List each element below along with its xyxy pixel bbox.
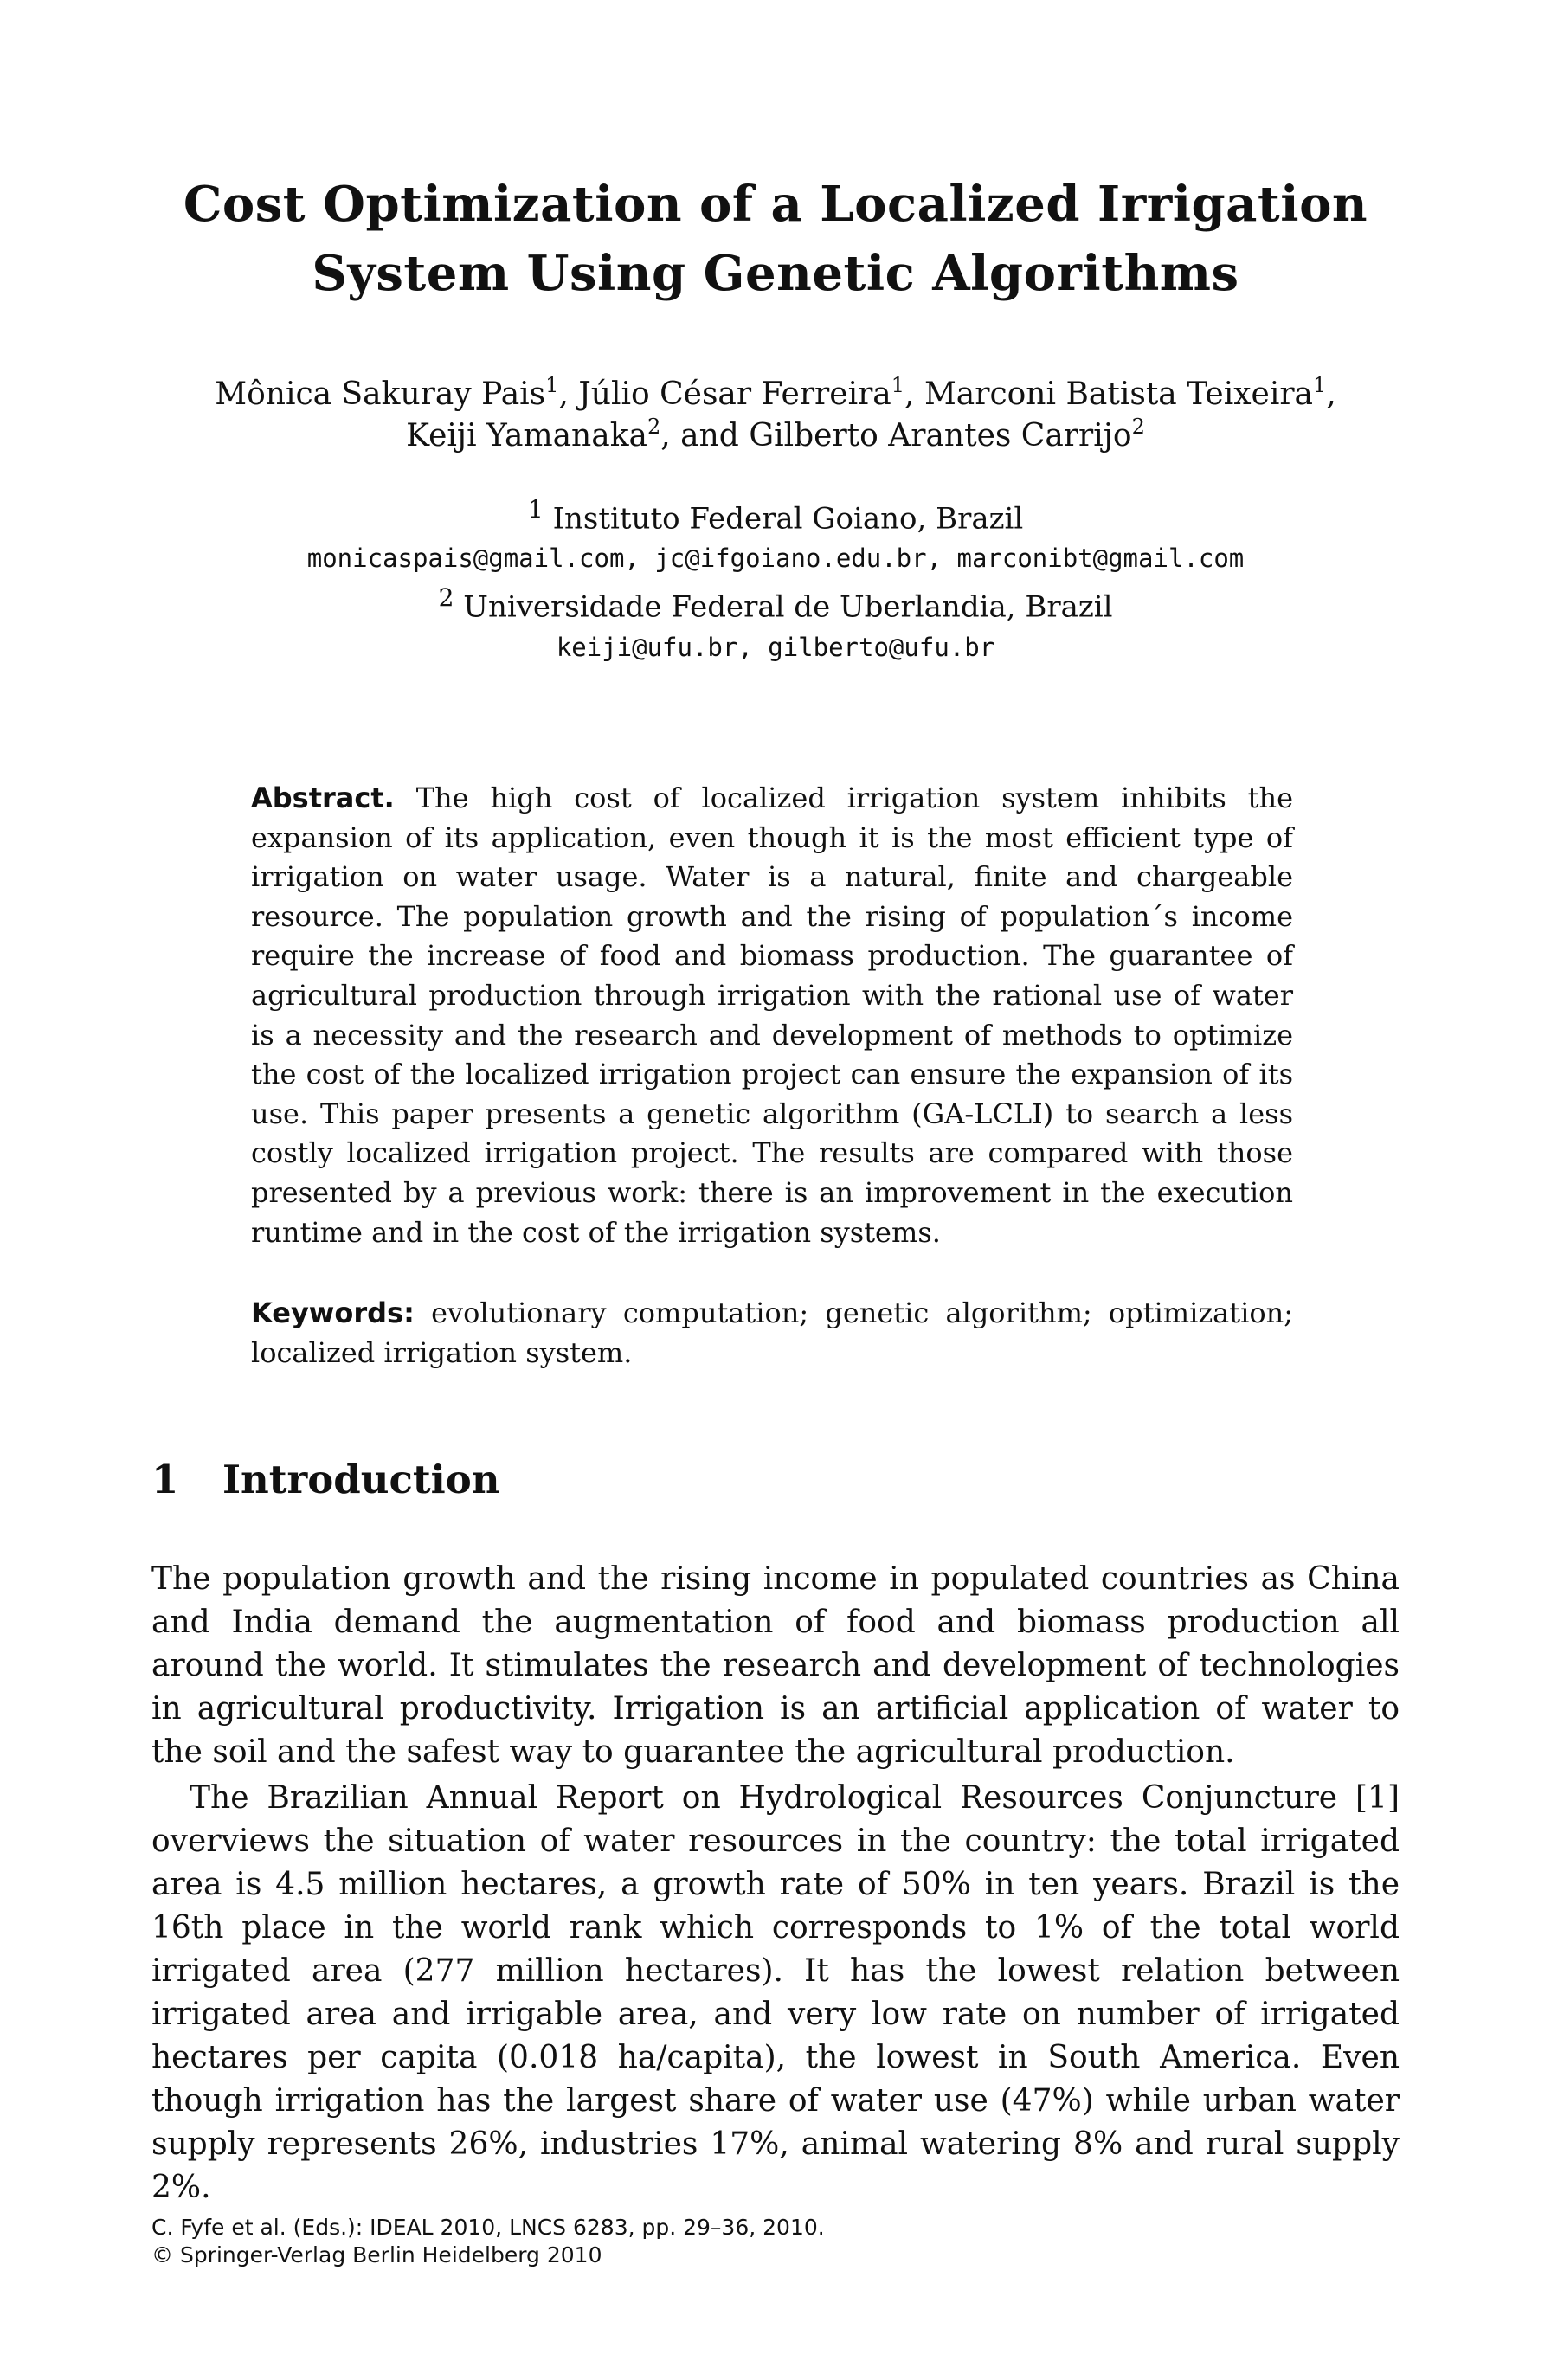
- author-conjunction: and: [680, 418, 739, 453]
- affiliation-name: Universidade Federal de Uberlandia, Brazil: [463, 589, 1113, 625]
- section-title: Introduction: [222, 1457, 500, 1502]
- abstract: [251, 779, 1293, 1252]
- affiliation-1-emails: monicaspais@gmail.com, jc@ifgoiano.edu.br, marconibt@gmail.com: [306, 544, 1245, 574]
- paper-title: [121, 170, 1430, 308]
- body-paragraph-1: The population growth and the rising income in populated countries as China and India demand the augmentation of food and biomass production all around the world. It stimulates the research and development of technologies in agricultural productivity. Irrigation is an artificial application of water to the soil and the safest way to guarantee the agricultural production.: [151, 1561, 1400, 1770]
- section-heading: [151, 1454, 499, 1506]
- author-affiliation-mark: 2: [647, 415, 661, 439]
- author-affiliation-mark: 2: [1131, 415, 1145, 439]
- author-affiliation-mark: 1: [891, 373, 905, 397]
- affiliation-1: [121, 490, 1430, 538]
- section-number: 1: [151, 1457, 179, 1502]
- abstract-text: The high cost of localized irrigation system inhibits the expansion of its application, even though it is the most efficient type of irrigation on water usage. Water is a natural, finite and chargeable resource. The population growth and the rising of population´s income require the increase of food and biomass production. The guarantee of agricultural production through irrigation with the rational use of water is a necessity and the research and development of methods to optimize the cost of the localized irrigation project can ensure the expansion of its use. This paper presents a genetic algorithm (GA-LCLI) to search a less costly localized irrigation project. The results are compared with those presented by a previous work: there is an improvement in the execution runtime and in the cost of the irrigation systems.: [251, 782, 1294, 1249]
- body-paragraph-2: The Brazilian Annual Report on Hydrological Resources Conjuncture [1] overviews the situation of water resources in the country: the total irrigated area is 4.5 million hectares, a growth rate of 50% in ten years. Brazil is the 16th place in the world rank which corresponds to 1% of the total world irrigated area (277 million hectares). It has the lowest relation between irrigated area and irrigable area, and very low rate on number of irrigated hectares per capita (0.018 ha/capita), the lowest in South America. Even though irrigation has the largest share of water use (47%) while urban water supply represents 26%, industries 17%, animal watering 8% and rural supply 2%.: [151, 1780, 1400, 2205]
- author-line-2: Keiji Yamanaka$^2$, and Gilberto Arantes Carrijo$^2$: [406, 415, 1145, 453]
- keywords-text: evolutionary computation; genetic algorithm; optimization; localized irrigation system.: [251, 1296, 1294, 1369]
- affiliation-2: [121, 578, 1430, 627]
- affiliation-mark: 2: [438, 583, 454, 613]
- affiliation-name: Instituto Federal Goiano, Brazil: [552, 501, 1024, 537]
- keywords: [251, 1294, 1293, 1373]
- page-footer: [151, 2214, 825, 2269]
- author-name: Gilberto Arantes Carrijo: [749, 418, 1132, 453]
- author-name: Keiji Yamanaka: [406, 418, 647, 453]
- affiliation-2-emails: keiji@ufu.br, gilberto@ufu.br: [556, 632, 995, 662]
- author-name: Marconi Batista Teixeira: [924, 376, 1314, 412]
- title-line-1: Cost Optimization of a Localized Irrigation: [183, 176, 1368, 233]
- author-name: Mônica Sakuray Pais: [215, 376, 546, 412]
- author-name: Júlio César Ferreira: [578, 376, 891, 412]
- affiliations: [121, 490, 1430, 667]
- author-list: [121, 374, 1430, 457]
- keywords-label: Keywords:: [251, 1296, 415, 1329]
- copyright-line: © Springer-Verlag Berlin Heidelberg 2010: [151, 2242, 602, 2267]
- author-line-1: Mônica Sakuray Pais$^1$, Júlio César Ferreira$^1$, Marconi Batista Teixeira$^1$,: [215, 373, 1336, 412]
- author-affiliation-mark: 1: [545, 373, 559, 397]
- author-affiliation-mark: 1: [1313, 373, 1327, 397]
- affiliation-mark: 1: [527, 495, 544, 524]
- title-line-2: System Using Genetic Algorithms: [312, 245, 1239, 302]
- citation-line: C. Fyfe et al. (Eds.): IDEAL 2010, LNCS 6283, pp. 29–36, 2010.: [151, 2215, 825, 2240]
- abstract-label: Abstract.: [251, 782, 395, 814]
